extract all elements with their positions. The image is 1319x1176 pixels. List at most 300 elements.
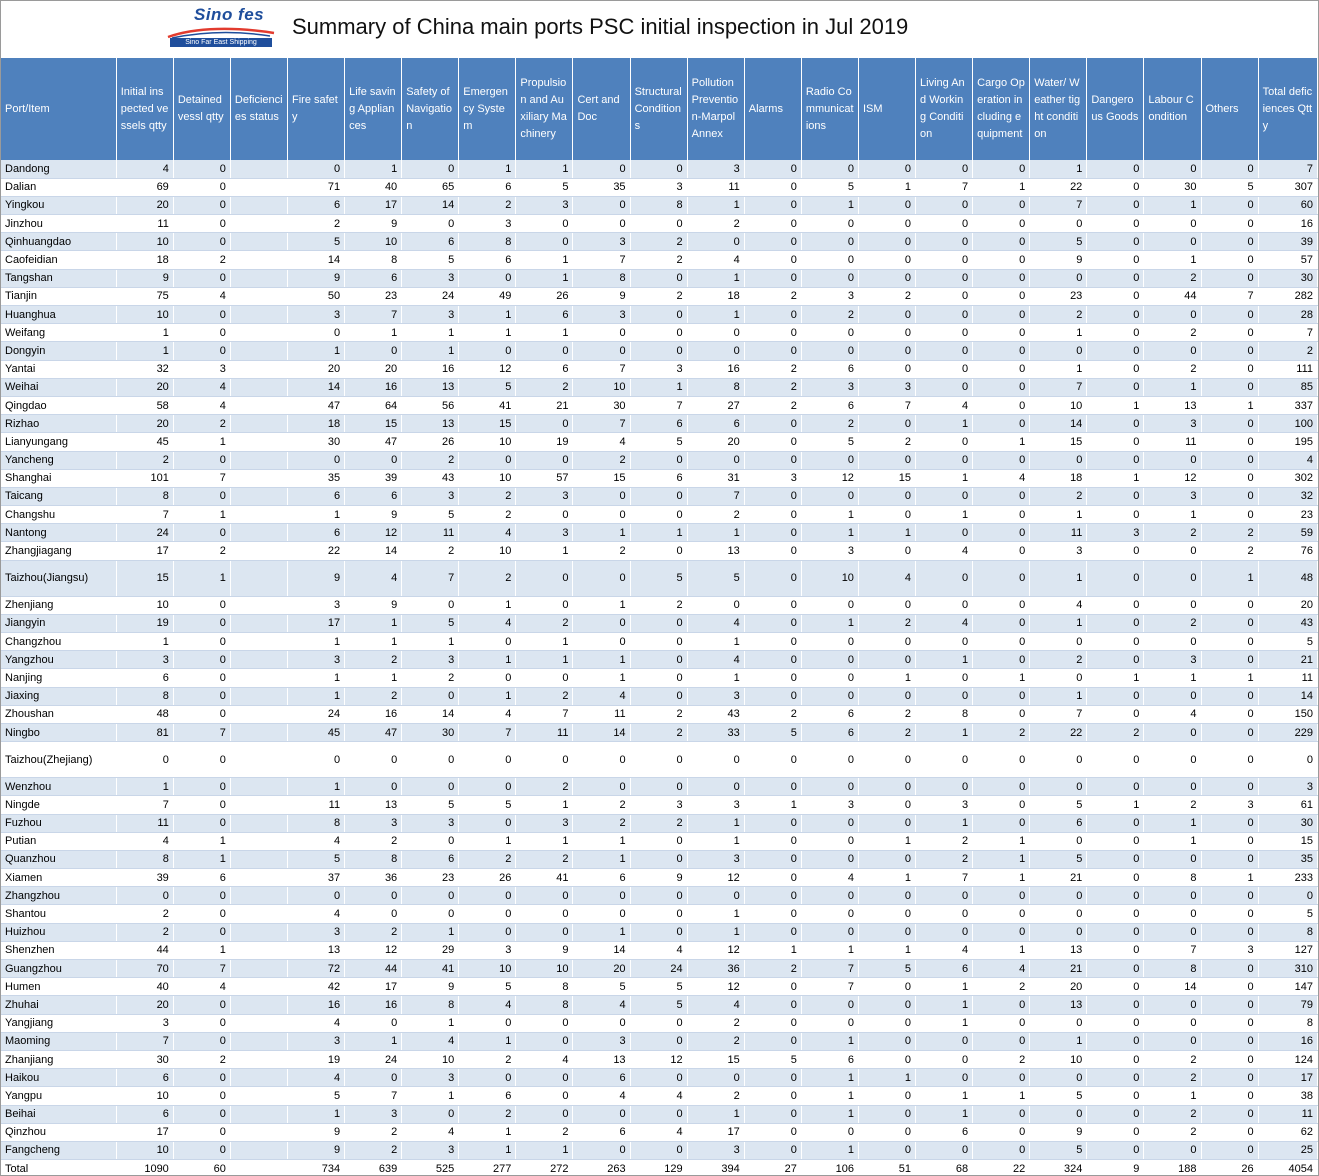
value-cell[interactable]: 10 <box>116 306 173 324</box>
port-name-cell[interactable]: Yantai <box>1 360 116 378</box>
value-cell[interactable]: 0 <box>459 342 516 360</box>
value-cell[interactable]: 33 <box>687 723 744 741</box>
value-cell[interactable]: 1 <box>516 324 573 342</box>
value-cell[interactable]: 1 <box>288 1105 345 1123</box>
value-cell[interactable]: 5 <box>459 378 516 396</box>
value-cell[interactable]: 0 <box>744 451 801 469</box>
value-cell[interactable]: 1 <box>801 1141 858 1159</box>
value-cell[interactable]: 61 <box>1258 796 1317 814</box>
value-cell[interactable]: 19 <box>516 433 573 451</box>
value-cell[interactable]: 0 <box>1201 1069 1258 1087</box>
port-name-cell[interactable]: Qinzhou <box>1 1123 116 1141</box>
value-cell[interactable]: 0 <box>1030 669 1087 687</box>
value-cell[interactable]: 0 <box>1087 869 1144 887</box>
value-cell[interactable]: 0 <box>1201 850 1258 868</box>
value-cell[interactable]: 233 <box>1258 869 1317 887</box>
value-cell[interactable]: 2 <box>630 705 687 723</box>
value-cell[interactable]: 2 <box>801 415 858 433</box>
value-cell[interactable]: 0 <box>1201 705 1258 723</box>
value-cell[interactable]: 0 <box>516 506 573 524</box>
value-cell[interactable]: 5 <box>1030 850 1087 868</box>
value-cell[interactable]: 7 <box>402 560 459 596</box>
value-cell[interactable]: 1 <box>173 941 230 959</box>
column-header[interactable]: Water/ Weather tight condition <box>1030 58 1087 160</box>
value-cell[interactable]: 0 <box>744 814 801 832</box>
value-cell[interactable]: 39 <box>116 869 173 887</box>
value-cell[interactable]: 1 <box>858 1069 915 1087</box>
value-cell[interactable]: 0 <box>916 560 973 596</box>
value-cell[interactable]: 2 <box>630 814 687 832</box>
value-cell[interactable]: 2 <box>744 960 801 978</box>
value-cell[interactable]: 0 <box>402 596 459 614</box>
value-cell[interactable]: 16 <box>345 705 402 723</box>
value-cell[interactable]: 12 <box>345 941 402 959</box>
value-cell[interactable]: 14 <box>573 941 630 959</box>
value-cell[interactable]: 0 <box>173 614 230 632</box>
value-cell[interactable]: 3 <box>801 796 858 814</box>
value-cell[interactable]: 0 <box>1030 269 1087 287</box>
value-cell[interactable]: 16 <box>288 996 345 1014</box>
value-cell[interactable]: 0 <box>1144 996 1201 1014</box>
value-cell[interactable]: 4 <box>288 832 345 850</box>
value-cell[interactable] <box>230 287 287 305</box>
value-cell[interactable]: 0 <box>459 778 516 796</box>
value-cell[interactable]: 0 <box>630 451 687 469</box>
value-cell[interactable]: 3 <box>573 1032 630 1050</box>
value-cell[interactable]: 0 <box>1201 887 1258 905</box>
value-cell[interactable]: 2 <box>916 850 973 868</box>
value-cell[interactable]: 60 <box>1258 196 1317 214</box>
value-cell[interactable]: 0 <box>573 160 630 178</box>
value-cell[interactable]: 0 <box>1144 160 1201 178</box>
value-cell[interactable]: 0 <box>916 905 973 923</box>
value-cell[interactable]: 1 <box>630 378 687 396</box>
value-cell[interactable]: 4 <box>973 469 1030 487</box>
value-cell[interactable]: 20 <box>116 378 173 396</box>
port-name-cell[interactable]: Total <box>1 1160 116 1176</box>
value-cell[interactable]: 23 <box>345 287 402 305</box>
value-cell[interactable]: 0 <box>1201 614 1258 632</box>
value-cell[interactable]: 0 <box>744 215 801 233</box>
value-cell[interactable]: 2 <box>459 487 516 505</box>
column-header[interactable]: Propulsion and Auxiliary Machinery <box>516 58 573 160</box>
value-cell[interactable]: 14 <box>1144 978 1201 996</box>
value-cell[interactable]: 2 <box>345 687 402 705</box>
value-cell[interactable]: 1 <box>858 869 915 887</box>
value-cell[interactable]: 0 <box>1087 306 1144 324</box>
value-cell[interactable]: 1 <box>858 178 915 196</box>
value-cell[interactable]: 0 <box>1144 887 1201 905</box>
value-cell[interactable]: 1 <box>288 506 345 524</box>
value-cell[interactable]: 30 <box>402 723 459 741</box>
value-cell[interactable]: 22 <box>1030 723 1087 741</box>
value-cell[interactable]: 1 <box>516 251 573 269</box>
value-cell[interactable]: 0 <box>1087 1014 1144 1032</box>
value-cell[interactable]: 15 <box>858 469 915 487</box>
value-cell[interactable] <box>230 796 287 814</box>
value-cell[interactable]: 0 <box>402 905 459 923</box>
value-cell[interactable]: 1 <box>345 669 402 687</box>
value-cell[interactable]: 5 <box>630 560 687 596</box>
value-cell[interactable]: 23 <box>1258 506 1317 524</box>
value-cell[interactable]: 0 <box>858 1014 915 1032</box>
value-cell[interactable]: 0 <box>1201 1087 1258 1105</box>
value-cell[interactable]: 0 <box>1144 923 1201 941</box>
value-cell[interactable]: 6 <box>459 178 516 196</box>
value-cell[interactable]: 0 <box>1201 378 1258 396</box>
value-cell[interactable]: 16 <box>1258 1032 1317 1050</box>
value-cell[interactable]: 0 <box>1201 324 1258 342</box>
value-cell[interactable]: 2 <box>173 415 230 433</box>
value-cell[interactable]: 0 <box>973 705 1030 723</box>
value-cell[interactable]: 13 <box>573 1050 630 1068</box>
value-cell[interactable]: 6 <box>345 269 402 287</box>
value-cell[interactable]: 0 <box>173 196 230 214</box>
value-cell[interactable]: 2 <box>744 360 801 378</box>
value-cell[interactable]: 0 <box>687 887 744 905</box>
port-name-cell[interactable]: Taizhou(Jiangsu) <box>1 560 116 596</box>
value-cell[interactable]: 0 <box>1201 506 1258 524</box>
value-cell[interactable]: 56 <box>402 396 459 414</box>
value-cell[interactable]: 0 <box>916 378 973 396</box>
value-cell[interactable]: 0 <box>801 687 858 705</box>
value-cell[interactable]: 4 <box>173 396 230 414</box>
value-cell[interactable]: 2 <box>459 1050 516 1068</box>
value-cell[interactable]: 3 <box>116 651 173 669</box>
value-cell[interactable]: 6 <box>916 1123 973 1141</box>
port-name-cell[interactable]: Guangzhou <box>1 960 116 978</box>
value-cell[interactable]: 0 <box>1201 687 1258 705</box>
value-cell[interactable]: 20 <box>1030 978 1087 996</box>
value-cell[interactable]: 0 <box>630 487 687 505</box>
value-cell[interactable]: 4 <box>916 542 973 560</box>
value-cell[interactable]: 1 <box>801 506 858 524</box>
port-name-cell[interactable]: Caofeidian <box>1 251 116 269</box>
value-cell[interactable]: 5 <box>1258 905 1317 923</box>
value-cell[interactable]: 0 <box>1201 451 1258 469</box>
value-cell[interactable]: 0 <box>516 887 573 905</box>
value-cell[interactable] <box>230 1014 287 1032</box>
value-cell[interactable]: 1 <box>288 633 345 651</box>
value-cell[interactable]: 47 <box>345 723 402 741</box>
value-cell[interactable]: 0 <box>1144 905 1201 923</box>
value-cell[interactable]: 302 <box>1258 469 1317 487</box>
value-cell[interactable]: 15 <box>459 415 516 433</box>
value-cell[interactable]: 0 <box>1201 233 1258 251</box>
port-name-cell[interactable]: Jiangyin <box>1 614 116 632</box>
value-cell[interactable]: 0 <box>173 160 230 178</box>
value-cell[interactable]: 1 <box>801 1032 858 1050</box>
value-cell[interactable]: 4 <box>573 996 630 1014</box>
value-cell[interactable]: 1 <box>173 832 230 850</box>
value-cell[interactable]: 10 <box>459 433 516 451</box>
value-cell[interactable]: 9 <box>288 269 345 287</box>
value-cell[interactable]: 5 <box>516 178 573 196</box>
value-cell[interactable]: 0 <box>573 614 630 632</box>
value-cell[interactable]: 0 <box>1087 778 1144 796</box>
value-cell[interactable]: 10 <box>801 560 858 596</box>
value-cell[interactable]: 11 <box>116 814 173 832</box>
value-cell[interactable]: 0 <box>1144 1141 1201 1159</box>
value-cell[interactable]: 1 <box>916 978 973 996</box>
value-cell[interactable]: 2 <box>516 687 573 705</box>
value-cell[interactable]: 15 <box>1258 832 1317 850</box>
value-cell[interactable]: 0 <box>744 524 801 542</box>
value-cell[interactable]: 0 <box>573 905 630 923</box>
value-cell[interactable]: 0 <box>858 923 915 941</box>
value-cell[interactable] <box>230 687 287 705</box>
value-cell[interactable]: 13 <box>345 796 402 814</box>
value-cell[interactable]: 3 <box>630 796 687 814</box>
port-name-cell[interactable]: Nanjing <box>1 669 116 687</box>
value-cell[interactable]: 6 <box>459 251 516 269</box>
value-cell[interactable] <box>230 342 287 360</box>
value-cell[interactable]: 0 <box>516 215 573 233</box>
value-cell[interactable]: 0 <box>916 269 973 287</box>
value-cell[interactable]: 8 <box>402 996 459 1014</box>
value-cell[interactable]: 3 <box>116 1014 173 1032</box>
value-cell[interactable]: 0 <box>1201 1050 1258 1068</box>
value-cell[interactable]: 127 <box>1258 941 1317 959</box>
value-cell[interactable]: 0 <box>173 178 230 196</box>
value-cell[interactable]: 5 <box>1201 178 1258 196</box>
value-cell[interactable]: 0 <box>973 814 1030 832</box>
value-cell[interactable]: 0 <box>744 923 801 941</box>
value-cell[interactable]: 21 <box>1030 869 1087 887</box>
value-cell[interactable]: 2 <box>116 905 173 923</box>
value-cell[interactable]: 8 <box>1144 869 1201 887</box>
value-cell[interactable]: 1 <box>288 342 345 360</box>
value-cell[interactable]: 0 <box>1087 633 1144 651</box>
value-cell[interactable]: 11 <box>1030 524 1087 542</box>
value-cell[interactable]: 4 <box>916 614 973 632</box>
value-cell[interactable]: 0 <box>630 215 687 233</box>
value-cell[interactable]: 0 <box>1087 378 1144 396</box>
value-cell[interactable]: 0 <box>402 887 459 905</box>
value-cell[interactable]: 0 <box>1144 633 1201 651</box>
value-cell[interactable]: 12 <box>801 469 858 487</box>
value-cell[interactable]: 0 <box>173 233 230 251</box>
value-cell[interactable]: 0 <box>744 433 801 451</box>
value-cell[interactable]: 0 <box>973 923 1030 941</box>
value-cell[interactable]: 1 <box>916 996 973 1014</box>
value-cell[interactable] <box>230 506 287 524</box>
value-cell[interactable]: 72 <box>288 960 345 978</box>
column-header[interactable]: Emergency System <box>459 58 516 160</box>
value-cell[interactable]: 0 <box>973 324 1030 342</box>
value-cell[interactable] <box>230 778 287 796</box>
value-cell[interactable]: 0 <box>345 778 402 796</box>
value-cell[interactable]: 10 <box>459 542 516 560</box>
value-cell[interactable]: 0 <box>1201 1141 1258 1159</box>
value-cell[interactable]: 0 <box>1087 887 1144 905</box>
value-cell[interactable] <box>230 814 287 832</box>
value-cell[interactable]: 6 <box>116 1069 173 1087</box>
port-name-cell[interactable]: Huizhou <box>1 923 116 941</box>
value-cell[interactable]: 0 <box>1201 723 1258 741</box>
port-name-cell[interactable]: Lianyungang <box>1 433 116 451</box>
value-cell[interactable] <box>230 396 287 414</box>
value-cell[interactable] <box>230 1105 287 1123</box>
value-cell[interactable]: 9 <box>630 869 687 887</box>
value-cell[interactable]: 1 <box>916 1014 973 1032</box>
value-cell[interactable]: 7 <box>1201 287 1258 305</box>
value-cell[interactable]: 1 <box>173 560 230 596</box>
value-cell[interactable]: 12 <box>687 978 744 996</box>
value-cell[interactable]: 0 <box>173 342 230 360</box>
value-cell[interactable]: 0 <box>573 742 630 778</box>
value-cell[interactable]: 0 <box>801 923 858 941</box>
value-cell[interactable]: 2 <box>1144 269 1201 287</box>
value-cell[interactable]: 23 <box>402 869 459 887</box>
port-name-cell[interactable]: Haikou <box>1 1069 116 1087</box>
port-name-cell[interactable]: Shantou <box>1 905 116 923</box>
value-cell[interactable]: 394 <box>687 1160 744 1176</box>
value-cell[interactable]: 3 <box>516 814 573 832</box>
value-cell[interactable]: 19 <box>288 1050 345 1068</box>
value-cell[interactable]: 2 <box>687 1032 744 1050</box>
value-cell[interactable] <box>230 1123 287 1141</box>
value-cell[interactable]: 263 <box>573 1160 630 1176</box>
value-cell[interactable]: 35 <box>288 469 345 487</box>
value-cell[interactable]: 2 <box>630 596 687 614</box>
value-cell[interactable] <box>230 887 287 905</box>
value-cell[interactable]: 0 <box>858 978 915 996</box>
value-cell[interactable]: 1 <box>858 524 915 542</box>
value-cell[interactable]: 0 <box>687 233 744 251</box>
value-cell[interactable]: 4 <box>630 1123 687 1141</box>
value-cell[interactable]: 0 <box>973 596 1030 614</box>
value-cell[interactable]: 0 <box>973 542 1030 560</box>
value-cell[interactable]: 0 <box>801 814 858 832</box>
value-cell[interactable]: 2 <box>345 923 402 941</box>
value-cell[interactable]: 0 <box>1030 1014 1087 1032</box>
value-cell[interactable]: 0 <box>973 560 1030 596</box>
value-cell[interactable]: 10 <box>116 596 173 614</box>
value-cell[interactable]: 4 <box>288 1014 345 1032</box>
value-cell[interactable]: 7 <box>345 1087 402 1105</box>
value-cell[interactable] <box>230 378 287 396</box>
value-cell[interactable]: 1 <box>459 306 516 324</box>
value-cell[interactable]: 6 <box>801 396 858 414</box>
value-cell[interactable]: 0 <box>744 160 801 178</box>
value-cell[interactable]: 0 <box>1030 832 1087 850</box>
value-cell[interactable]: 2 <box>402 542 459 560</box>
value-cell[interactable]: 1 <box>973 1087 1030 1105</box>
value-cell[interactable]: 0 <box>1258 742 1317 778</box>
value-cell[interactable]: 0 <box>858 596 915 614</box>
value-cell[interactable]: 10 <box>116 233 173 251</box>
value-cell[interactable]: 0 <box>916 342 973 360</box>
value-cell[interactable]: 0 <box>744 251 801 269</box>
value-cell[interactable]: 0 <box>973 269 1030 287</box>
value-cell[interactable]: 3 <box>801 378 858 396</box>
value-cell[interactable]: 111 <box>1258 360 1317 378</box>
value-cell[interactable]: 188 <box>1144 1160 1201 1176</box>
value-cell[interactable]: 0 <box>1201 415 1258 433</box>
value-cell[interactable]: 22 <box>1030 178 1087 196</box>
value-cell[interactable]: 8 <box>916 705 973 723</box>
port-name-cell[interactable]: Shanghai <box>1 469 116 487</box>
value-cell[interactable]: 7 <box>173 469 230 487</box>
value-cell[interactable]: 1 <box>687 832 744 850</box>
value-cell[interactable]: 0 <box>1030 342 1087 360</box>
value-cell[interactable]: 129 <box>630 1160 687 1176</box>
value-cell[interactable]: 8 <box>345 850 402 868</box>
value-cell[interactable]: 7 <box>801 960 858 978</box>
value-cell[interactable]: 734 <box>288 1160 345 1176</box>
value-cell[interactable]: 6 <box>116 669 173 687</box>
value-cell[interactable]: 11 <box>1144 433 1201 451</box>
value-cell[interactable]: 0 <box>459 814 516 832</box>
value-cell[interactable]: 4 <box>687 996 744 1014</box>
value-cell[interactable]: 47 <box>345 433 402 451</box>
value-cell[interactable]: 2 <box>516 378 573 396</box>
value-cell[interactable]: 0 <box>173 669 230 687</box>
value-cell[interactable]: 0 <box>973 287 1030 305</box>
value-cell[interactable]: 24 <box>116 524 173 542</box>
port-name-cell[interactable]: Dongyin <box>1 342 116 360</box>
value-cell[interactable]: 27 <box>687 396 744 414</box>
value-cell[interactable]: 14 <box>288 378 345 396</box>
value-cell[interactable]: 4 <box>345 560 402 596</box>
value-cell[interactable]: 0 <box>744 887 801 905</box>
value-cell[interactable]: 8 <box>1258 923 1317 941</box>
value-cell[interactable]: 12 <box>459 360 516 378</box>
value-cell[interactable]: 2 <box>516 614 573 632</box>
value-cell[interactable]: 0 <box>288 451 345 469</box>
value-cell[interactable]: 1 <box>573 596 630 614</box>
value-cell[interactable]: 0 <box>630 778 687 796</box>
value-cell[interactable]: 1 <box>744 796 801 814</box>
value-cell[interactable]: 1 <box>459 1141 516 1159</box>
value-cell[interactable]: 14 <box>402 705 459 723</box>
port-name-cell[interactable]: Weifang <box>1 324 116 342</box>
value-cell[interactable]: 1 <box>516 269 573 287</box>
value-cell[interactable]: 1 <box>1030 360 1087 378</box>
value-cell[interactable]: 13 <box>402 415 459 433</box>
value-cell[interactable]: 14 <box>1258 687 1317 705</box>
value-cell[interactable]: 0 <box>459 905 516 923</box>
value-cell[interactable]: 1 <box>516 160 573 178</box>
value-cell[interactable]: 10 <box>459 960 516 978</box>
value-cell[interactable]: 7 <box>1258 324 1317 342</box>
value-cell[interactable]: 4 <box>459 524 516 542</box>
value-cell[interactable]: 0 <box>1087 506 1144 524</box>
value-cell[interactable] <box>230 705 287 723</box>
value-cell[interactable]: 15 <box>1030 433 1087 451</box>
value-cell[interactable]: 0 <box>1144 1014 1201 1032</box>
value-cell[interactable]: 1 <box>858 669 915 687</box>
value-cell[interactable]: 7 <box>516 705 573 723</box>
value-cell[interactable]: 0 <box>1087 415 1144 433</box>
value-cell[interactable] <box>230 869 287 887</box>
value-cell[interactable]: 14 <box>288 251 345 269</box>
value-cell[interactable]: 5 <box>402 614 459 632</box>
value-cell[interactable]: 0 <box>744 596 801 614</box>
value-cell[interactable]: 1 <box>402 923 459 941</box>
value-cell[interactable]: 6 <box>459 1087 516 1105</box>
value-cell[interactable]: 0 <box>288 160 345 178</box>
value-cell[interactable]: 5 <box>801 433 858 451</box>
value-cell[interactable]: 1 <box>288 687 345 705</box>
value-cell[interactable]: 15 <box>345 415 402 433</box>
value-cell[interactable]: 1 <box>687 524 744 542</box>
value-cell[interactable]: 57 <box>1258 251 1317 269</box>
value-cell[interactable]: 13 <box>1144 396 1201 414</box>
value-cell[interactable]: 14 <box>345 542 402 560</box>
value-cell[interactable]: 0 <box>801 1014 858 1032</box>
